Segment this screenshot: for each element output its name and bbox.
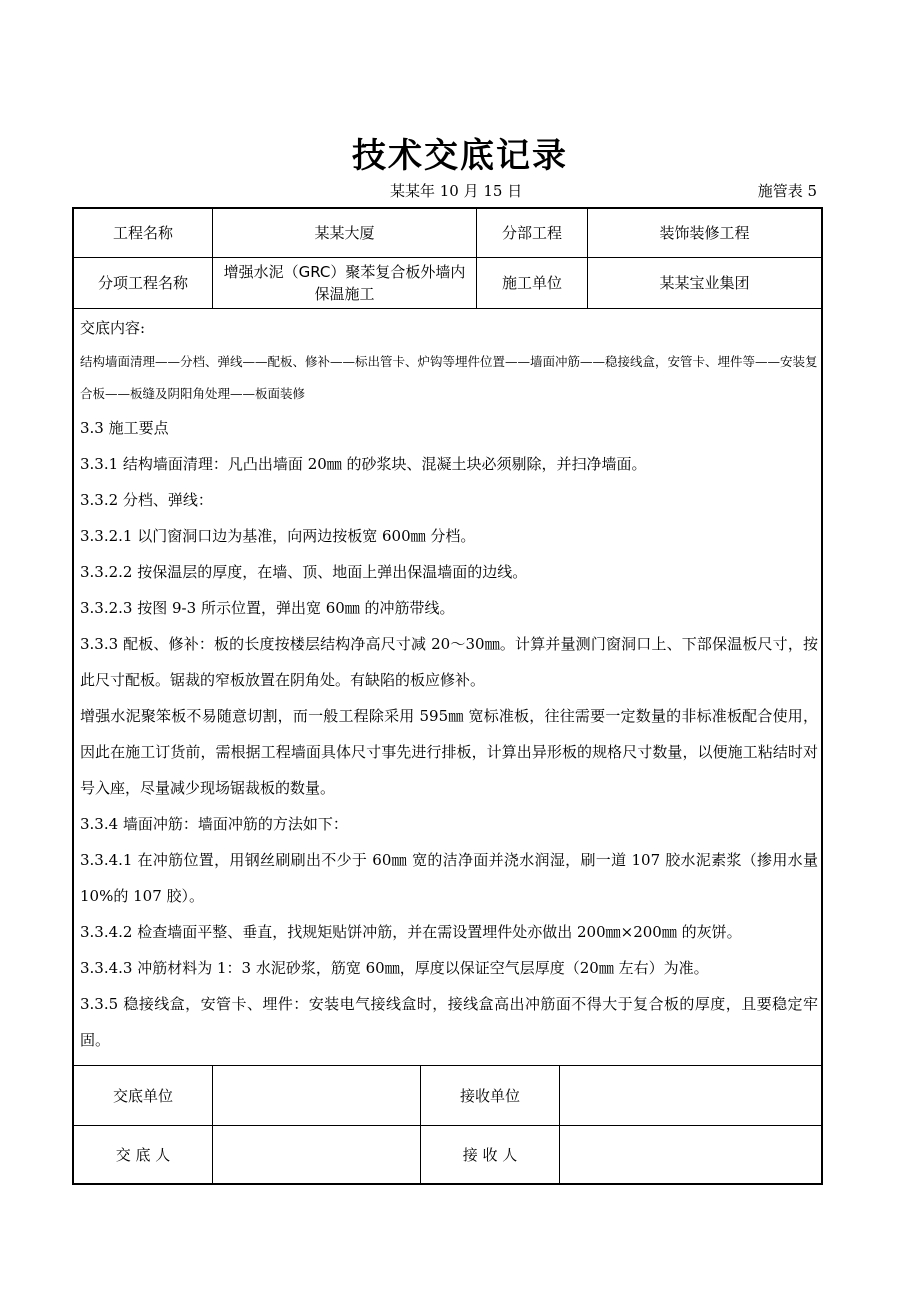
content-paragraph: 3.3.1 结构墙面清理：凡凸出墙面 20㎜ 的砂浆块、混凝土块必须剔除，并扫净墙面。	[80, 455, 647, 473]
project-name-value: 某某大厦	[314, 224, 375, 242]
content-paragraph: 3.3.4.1 在冲筋位置，用钢丝刷刷出不少于 60㎜ 宽的洁净面并浇水润湿，刷一道 107 胶水泥素浆（掺用水量 10%的 107 胶）。	[80, 851, 818, 905]
row-divider	[72, 308, 823, 309]
handover-content	[80, 310, 818, 1058]
project-name-label: 工程名称	[112, 224, 173, 242]
division-label: 分部工程	[501, 224, 562, 242]
content-paragraph: 3.3.2.2 按保温层的厚度，在墙、顶、地面上弹出保温墙面的边线。	[80, 563, 528, 581]
document-title: 技术交底记录	[352, 136, 568, 176]
contractor-label: 施工单位	[501, 274, 562, 292]
receiver-label: 接 收 人	[462, 1145, 518, 1164]
contractor-value: 某某宝业集团	[659, 274, 750, 292]
content-paragraph: 3.3.2.1 以门窗洞口边为基准，向两边按板宽 600㎜ 分档。	[80, 527, 476, 545]
division-value: 装饰装修工程	[659, 224, 750, 242]
handover-person-field[interactable]	[213, 1126, 420, 1183]
subitem-label: 分项工程名称	[97, 274, 188, 292]
content-paragraph: 3.3.4.3 冲筋材料为 1：3 水泥砂浆，筋宽 60㎜，厚度以保证空气层厚度（20㎜ 左右）为准。	[80, 959, 709, 977]
content-paragraph: 增强水泥聚笨板不易随意切割，而一般工程除采用 595㎜ 宽标准板，往往需要一定数量的非标准板配合使用，因此在施工订货前，需根据工程墙面具体尺寸事先进行排板，计算出异形板的规格尺寸数量，以便施工粘结时对号入座，尽量减少现场锯裁板的数量。	[80, 707, 818, 797]
document-date: 某某年 10 月 15 日	[390, 182, 523, 200]
section-heading: 3.3 施工要点	[80, 419, 169, 437]
receiver-field[interactable]	[560, 1126, 821, 1183]
handover-unit-field[interactable]	[213, 1066, 420, 1125]
receiving-unit-label: 接收单位	[459, 1086, 520, 1105]
subitem-value: 增强水泥（GRC）聚苯复合板外墙内保温施工	[223, 263, 466, 303]
form-number: 施管表 5	[757, 182, 817, 200]
content-paragraph: 3.3.4 墙面冲筋：墙面冲筋的方法如下：	[80, 815, 348, 833]
handover-person-label: 交 底 人	[115, 1145, 171, 1164]
content-heading: 交底内容:	[80, 319, 146, 337]
content-paragraph: 3.3.2.3 按图 9-3 所示位置，弹出宽 60㎜ 的冲筋带线。	[80, 599, 455, 617]
receiving-unit-field[interactable]	[560, 1066, 821, 1125]
content-paragraph: 3.3.5 稳接线盒，安管卡、埋件：安装电气接线盒时，接线盒高出冲筋面不得大于复合板的厚度，且要稳定牢固。	[80, 995, 818, 1049]
content-paragraph: 3.3.2 分档、弹线：	[80, 491, 213, 509]
content-paragraph: 3.3.3 配板、修补：板的长度按楼层结构净高尺寸减 20～30㎜。计算并量测门窗洞口上、下部保温板尺寸，按此尺寸配板。锯裁的窄板放置在阴角处。有缺陷的板应修补。	[80, 635, 818, 689]
handover-unit-label: 交底单位	[112, 1086, 173, 1105]
content-paragraph: 3.3.4.2 检查墙面平整、垂直，找规矩贴饼冲筋，并在需设置埋件处亦做出 200㎜×200㎜ 的灰饼。	[80, 923, 742, 941]
process-flow: 结构墙面清理——分档、弹线——配板、修补——标出管卡、炉钩等埋件位置——墙面冲筋——稳接线盒，安管卡、埋件等——安装复合板——板缝及阴阳角处理——板面装修	[80, 354, 818, 401]
